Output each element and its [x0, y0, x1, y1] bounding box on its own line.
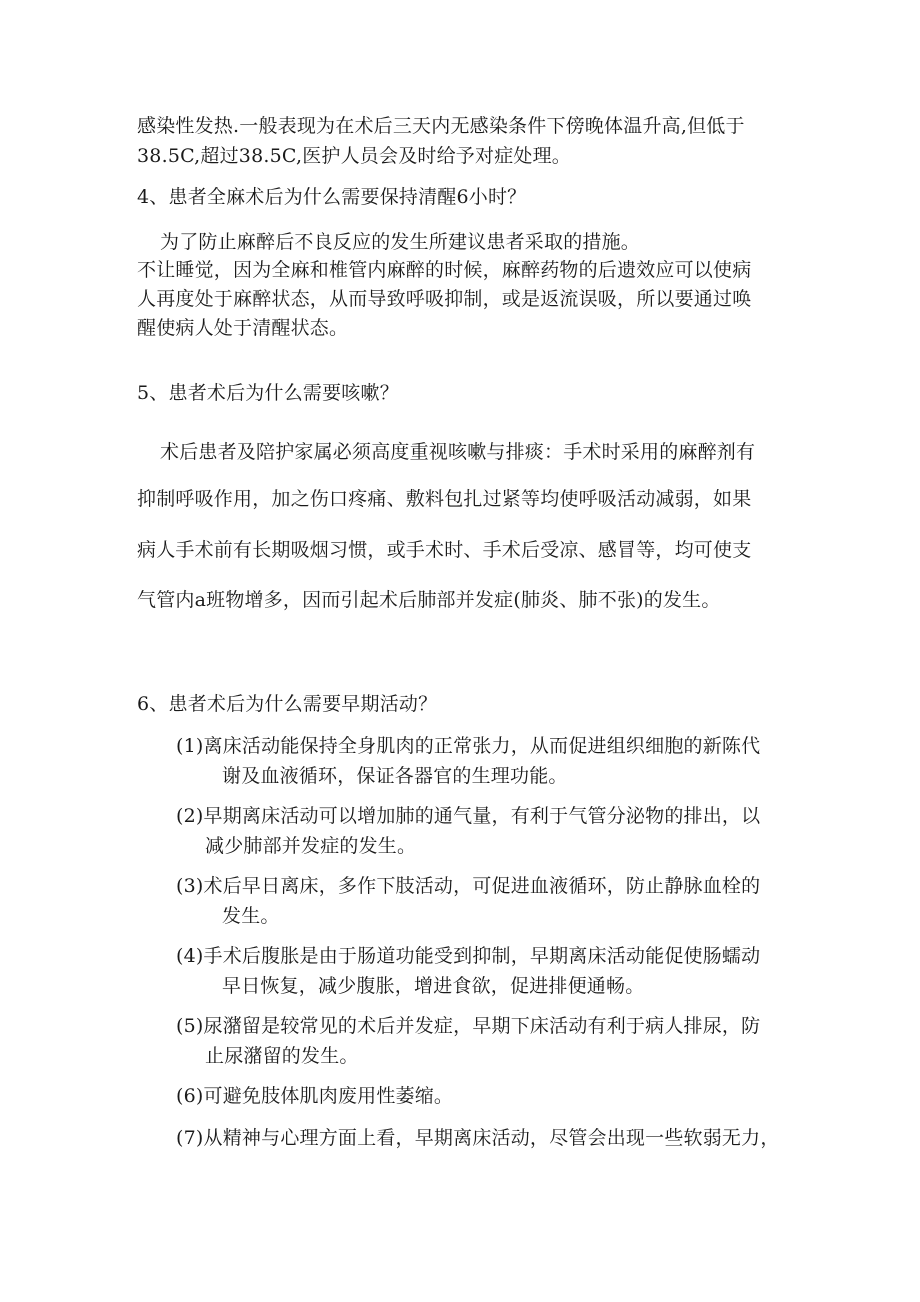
q6-item-3-line-2: 发生。 [222, 905, 280, 927]
q6-item-5-line-2: 止尿潴留的发生。 [205, 1045, 359, 1067]
q6-item-2-line-2: 减少肺部并发症的发生。 [205, 835, 417, 857]
intro-line-1: 感染性发热.一般表现为在术后三天内无感染条件下傍晚体温升高,但低于 [137, 115, 745, 137]
q6-item-1-line-2: 谢及血液循环，保证各器官的生理功能。 [222, 765, 568, 787]
q6-item-6-line-1: (6)可避免肢体肌肉废用性萎缩。 [176, 1085, 454, 1107]
q6-item-7-line-1: (7)从精神与心理方面上看，早期离床活动，尽管会出现一些软弱无力， [176, 1127, 780, 1149]
q4-line-4: 醒使病人处于清醒状态。 [137, 317, 349, 339]
q5-line-2: 抑制呼吸作用，加之伤口疼痛、敷料包扎过紧等均使呼吸活动减弱，如果 [137, 488, 752, 510]
q6-item-4-line-1: (4)手术后腹胀是由于肠道功能受到抑制，早期离床活动能促使肠蠕动 [176, 945, 761, 967]
q4-line-1: 为了防止麻醉后不良反应的发生所建议患者采取的措施。 [160, 231, 641, 253]
q6-item-2-line-1: (2)早期离床活动可以增加肺的通气量，有利于气管分泌物的排出，以 [176, 805, 761, 827]
q6-item-1-line-1: (1)离床活动能保持全身肌肉的正常张力，从而促进组织细胞的新陈代 [176, 735, 761, 757]
q5-line-4: 气管内a班物增多，因而引起术后肺部并发症(肺炎、肺不张)的发生。 [137, 589, 721, 611]
q6-item-3-line-1: (3)术后早日离床，多作下肢活动，可促进血液循环，防止静脉血栓的 [176, 875, 761, 897]
q4-heading: 4、患者全麻术后为什么需要保持清醒6小时？ [137, 186, 527, 208]
q6-item-5-line-1: (5)尿潴留是较常见的术后并发症，早期下床活动有利于病人排尿，防 [176, 1015, 761, 1037]
q5-line-3: 病人手术前有长期吸烟习惯，或手术时、手术后受凉、感冒等，均可使支 [137, 539, 752, 561]
q5-line-1: 术后患者及陪护家属必须高度重视咳嗽与排痰：手术时采用的麻醉剂有 [160, 441, 756, 463]
q5-heading: 5、患者术后为什么需要咳嗽？ [137, 382, 399, 404]
q6-heading: 6、患者术后为什么需要早期活动？ [137, 693, 438, 715]
q4-line-3: 人再度处于麻醉状态，从而导致呼吸抑制，或是返流误吸，所以要通过唤 [137, 288, 752, 310]
q6-item-4-line-2: 早日恢复，减少腹胀，增进食欲，促进排便通畅。 [222, 975, 645, 997]
intro-line-2: 38.5C,超过38.5C,医护人员会及时给予对症处理。 [137, 145, 572, 167]
q4-line-2: 不让睡觉，因为全麻和椎管内麻醉的时候，麻醉药物的后遗效应可以使病 [137, 259, 752, 281]
